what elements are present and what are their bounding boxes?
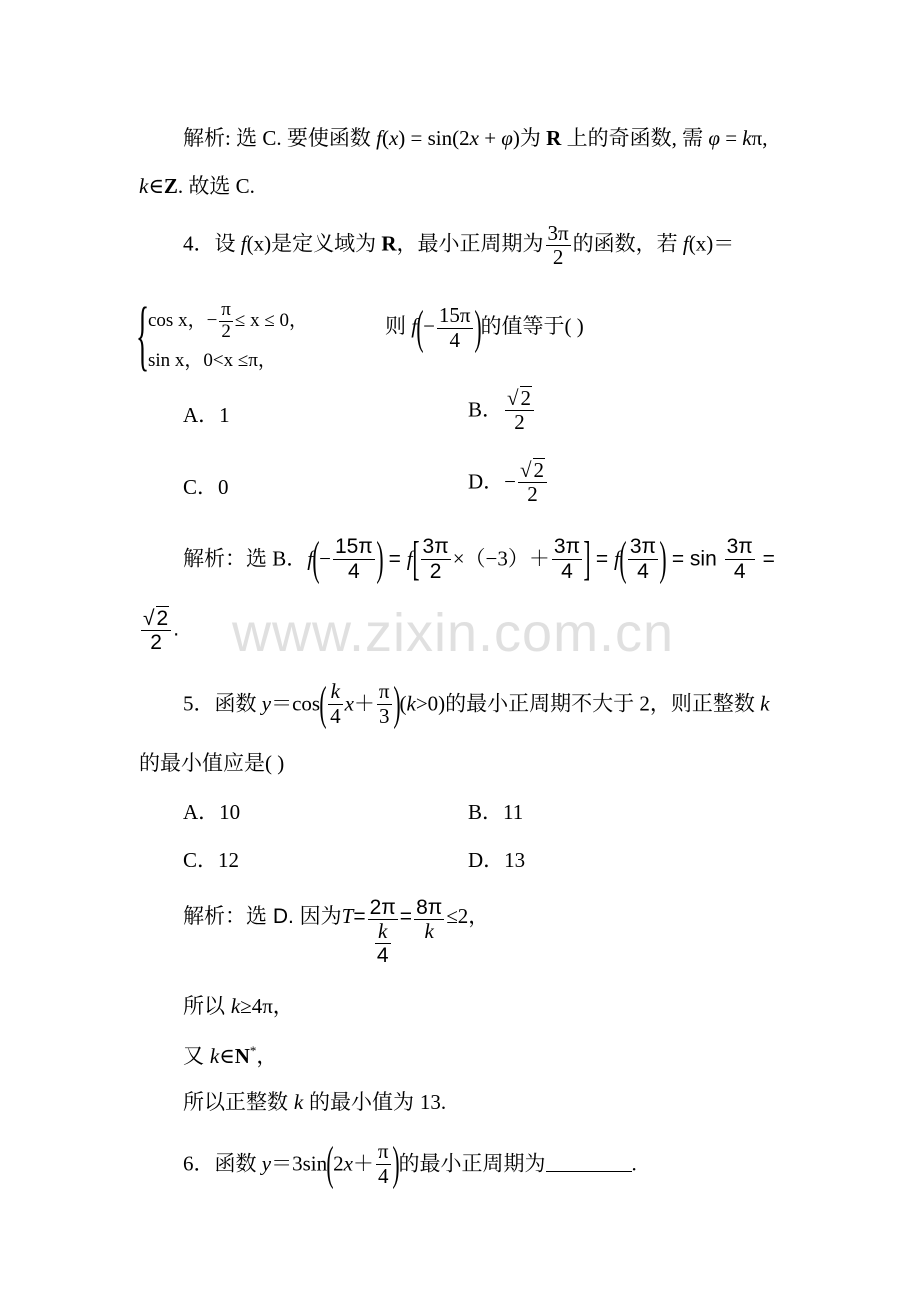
text: 解析：选 D. 因为 — [183, 905, 342, 928]
q5-solution-line2 — [183, 996, 294, 1017]
denominator: 4 — [733, 559, 746, 583]
fraction — [505, 386, 534, 434]
numerator: π — [378, 679, 390, 704]
text: . — [173, 617, 180, 641]
var: k — [406, 691, 416, 716]
var: k — [209, 1044, 220, 1068]
option-a — [183, 802, 240, 823]
var: x — [343, 1151, 353, 1176]
piecewise-brace: { — [136, 291, 150, 378]
q5-question-line1 — [183, 677, 770, 730]
var: φ — [501, 126, 513, 150]
text: = — [719, 126, 743, 150]
text: = sin — [665, 547, 723, 571]
left-paren: ( — [619, 532, 627, 585]
text: . 故选 C. — [177, 174, 255, 198]
denominator: 2 — [150, 631, 162, 655]
fraction — [518, 458, 547, 506]
q3-solution-line2 — [139, 176, 255, 197]
q4-case1 — [148, 300, 308, 343]
q5-question-line2 — [139, 753, 284, 774]
set-symbol: R — [381, 231, 397, 256]
option-value: 11 — [503, 800, 524, 824]
q4-case2 — [148, 351, 277, 370]
fraction — [421, 535, 451, 582]
denominator: 4 — [449, 327, 460, 352]
text: − — [319, 546, 331, 571]
option-label: C． — [183, 848, 219, 872]
text: 所以正整数 — [183, 1091, 294, 1114]
text: = — [756, 547, 775, 571]
text: 的函数，若 — [572, 231, 683, 256]
answer-blank[interactable] — [546, 1170, 632, 1172]
inner-fraction — [375, 920, 391, 967]
text: ≥4π， — [240, 994, 294, 1018]
var: y — [261, 691, 272, 716]
text: ＝3sin — [271, 1151, 328, 1176]
left-paren: ( — [326, 1137, 334, 1190]
option-value: 10 — [219, 800, 241, 824]
numerator: 15π — [438, 303, 471, 328]
text: 解析: 选 C. 要使函数 — [183, 126, 377, 150]
text: π, — [751, 126, 768, 150]
text: = — [353, 905, 366, 928]
numerator: π — [377, 1139, 389, 1164]
fraction — [546, 222, 571, 269]
option-label: B． — [468, 397, 504, 422]
var: φ — [708, 126, 720, 150]
denominator: 4 — [376, 944, 389, 968]
var: f — [240, 231, 247, 256]
option-b — [468, 802, 523, 823]
numerator: 8π — [416, 896, 443, 919]
option-label: B． — [468, 800, 504, 824]
text: ＝cos — [271, 691, 321, 716]
text: ≤ x ≤ 0， — [234, 309, 308, 331]
question-number: 5．函数 — [183, 691, 262, 716]
denominator: 2 — [429, 559, 442, 583]
numerator: 2π — [369, 896, 396, 919]
var: k — [742, 126, 752, 150]
numerator: √2 — [505, 386, 534, 411]
text: ∈ — [219, 1044, 235, 1068]
left-paren: ( — [312, 532, 320, 585]
text: 上的奇函数, 需 — [561, 126, 709, 150]
right-paren: ) — [376, 532, 384, 585]
var: k — [139, 174, 149, 198]
fraction — [328, 680, 343, 727]
fraction — [437, 304, 473, 351]
fraction — [368, 896, 398, 967]
left-paren: ( — [416, 301, 424, 354]
text: ( — [381, 126, 389, 150]
text: ( — [399, 691, 407, 716]
numerator: π — [221, 299, 231, 320]
superscript: * — [249, 1043, 257, 1058]
var: f — [376, 126, 382, 150]
denominator: k — [424, 919, 434, 944]
text: 所以 — [183, 995, 231, 1018]
var: y — [261, 1151, 272, 1176]
text: ， — [256, 1044, 278, 1068]
text: ∈ — [148, 174, 164, 198]
text: = — [590, 547, 614, 571]
denominator — [368, 920, 398, 967]
set-symbol: R — [546, 126, 562, 150]
text: − — [504, 469, 517, 494]
fraction — [628, 535, 658, 582]
var: f — [411, 313, 418, 338]
denominator: 3 — [378, 703, 390, 728]
text: . — [631, 1151, 637, 1176]
fraction — [141, 606, 171, 654]
q4-ask — [385, 301, 584, 354]
fraction — [552, 535, 582, 582]
denominator: 4 — [330, 703, 341, 728]
fraction — [377, 680, 392, 727]
text: cos x，− — [148, 309, 218, 331]
q5-solution-line3 — [183, 1044, 277, 1067]
sqrt-radicand: 2 — [533, 458, 545, 482]
var: x — [469, 126, 479, 150]
left-paren: ( — [319, 677, 327, 730]
q4-solution-line1 — [183, 532, 775, 585]
text: 则 — [385, 313, 412, 338]
q6-question — [183, 1137, 637, 1190]
text: 的最小正周期为 — [398, 1151, 546, 1176]
numerator: 15π — [334, 535, 373, 559]
text: ≤2， — [446, 904, 490, 928]
option-c — [183, 477, 229, 498]
text: 的最小值为 — [303, 1091, 420, 1114]
right-paren: ) — [391, 1137, 400, 1190]
text: ) = sin(2 — [398, 126, 470, 150]
set-symbol: Z — [163, 174, 178, 198]
denominator: 4 — [561, 559, 573, 583]
text: 是定义域为 — [271, 231, 382, 256]
fraction — [333, 535, 375, 582]
text: ＋ — [352, 1151, 374, 1176]
var: k — [760, 691, 770, 716]
numerator: k — [375, 920, 391, 944]
var: f — [406, 546, 413, 571]
var: f — [682, 231, 689, 256]
option-label: C． — [183, 475, 219, 499]
option-value: 13 — [504, 848, 526, 872]
denominator: 2 — [527, 482, 538, 507]
denominator: 2 — [514, 410, 525, 435]
text: 解析：选 B． — [183, 546, 308, 571]
option-label: A． — [183, 800, 220, 824]
sqrt-radicand: 2 — [156, 607, 169, 630]
text: + — [478, 126, 502, 150]
text: 13. — [419, 1090, 447, 1114]
q4-solution-line2 — [139, 606, 179, 654]
option-label: A． — [183, 403, 220, 427]
var: f — [614, 546, 620, 571]
option-c — [183, 850, 239, 871]
q5-solution-line1 — [183, 896, 489, 967]
right-paren: ) — [473, 301, 482, 354]
question-number: 4．设 — [183, 231, 241, 256]
text: (x) — [246, 231, 272, 256]
right-paren: ) — [659, 532, 667, 585]
fraction — [219, 300, 233, 343]
right-paren: ) — [392, 677, 401, 730]
option-label: D． — [468, 469, 505, 494]
text: ，最小正周期为 — [396, 231, 544, 256]
denominator: 4 — [637, 559, 649, 583]
var: T — [341, 904, 354, 928]
text: = — [399, 905, 413, 928]
text: − — [423, 313, 435, 338]
text: 2 — [333, 1151, 344, 1176]
option-d — [468, 458, 549, 506]
q4-question-line1 — [183, 222, 734, 269]
numerator: 3π — [553, 535, 581, 559]
q3-solution-line1 — [183, 128, 767, 149]
left-bracket: [ — [411, 532, 420, 585]
var: f — [307, 546, 314, 571]
right-bracket: ] — [583, 532, 591, 585]
numerator: √2 — [518, 458, 547, 483]
q5-solution-line4 — [183, 1092, 446, 1113]
text: ×（−3）＋ — [452, 546, 550, 571]
option-label: D． — [468, 848, 505, 872]
numerator: 3π — [726, 535, 753, 559]
text: ＋ — [353, 691, 375, 716]
option-value: 12 — [218, 848, 240, 872]
option-b — [468, 386, 536, 434]
numerator: k — [328, 680, 343, 704]
denominator: 4 — [348, 559, 360, 583]
text: )为 — [512, 126, 547, 150]
text: 的最小值应是( ) — [139, 751, 285, 775]
denominator: 4 — [377, 1163, 389, 1188]
var: k — [293, 1090, 304, 1114]
denominator: 2 — [552, 245, 564, 270]
set-symbol: N — [234, 1044, 250, 1068]
text: = — [382, 547, 407, 571]
text: >0)的最小正周期不大于 2，则正整数 — [415, 691, 761, 716]
numerator: 3π — [547, 221, 569, 245]
var: x — [388, 126, 399, 150]
text: sin x，0<x ≤π， — [148, 350, 277, 371]
watermark: www.zixin.com.cn — [232, 603, 675, 663]
numerator: 3π — [629, 535, 656, 559]
question-number: 6．函数 — [183, 1151, 262, 1176]
sqrt-radicand: 2 — [520, 386, 532, 410]
option-d — [468, 850, 525, 871]
numerator: √2 — [141, 606, 171, 631]
var: k — [230, 994, 241, 1018]
fraction — [725, 535, 755, 582]
option-value: 0 — [218, 475, 229, 499]
option-value: 1 — [219, 403, 230, 427]
option-a — [183, 405, 230, 426]
fraction — [414, 896, 444, 943]
text: (x)＝ — [688, 231, 735, 256]
text: 又 — [183, 1045, 210, 1068]
numerator: 3π — [422, 535, 449, 559]
fraction — [376, 1140, 391, 1187]
denominator: 2 — [221, 320, 231, 342]
text: 的值等于( ) — [480, 313, 584, 338]
var: x — [344, 691, 354, 716]
